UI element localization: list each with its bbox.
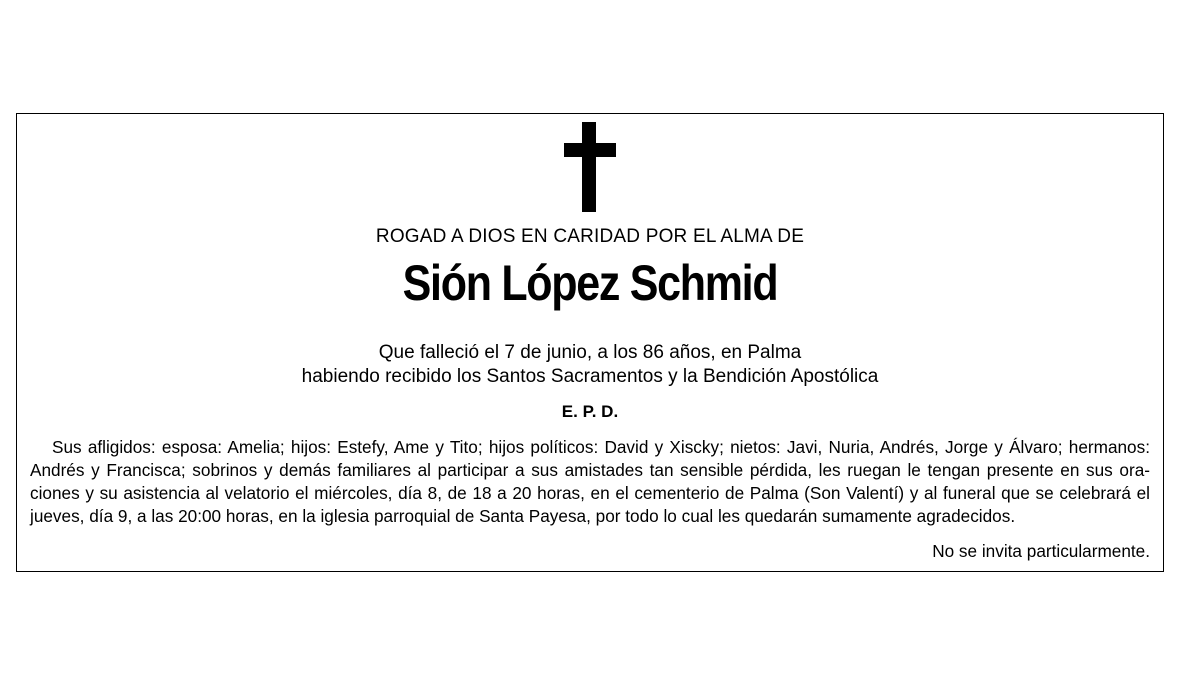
announcement-line: Sus afligidos: esposa: Amelia; hijos: Estefy, Ame y Tito; hijos políticos: David y Xiscky; nietos: Javi, Nuria, Andrés, Jorge y Álvaro; hermanos: — [52, 437, 1150, 457]
announcement-line: jueves, día 9, a las 20:00 horas, en la iglesia parroquial de Santa Payesa, por todo lo cual les quedarán sumamente agradecidos. — [30, 506, 1016, 526]
death-details-line-1: Que falleció el 7 de junio, a los 86 años, en Palma — [378, 342, 802, 363]
invocation-text: ROGAD A DIOS EN CARIDAD POR EL ALMA DE — [375, 226, 805, 247]
deceased-name: Sión López Schmid — [402, 255, 778, 311]
cross-icon — [564, 122, 616, 212]
epd-abbreviation: E. P. D. — [561, 402, 619, 421]
cross-vertical-bar — [582, 122, 596, 212]
family-announcement — [30, 436, 1150, 528]
announcement-line: ciones y su asistencia al velatorio el miércoles, día 8, de 18 a 20 horas, en el cementerio de Palma (Son Valentí) y al funeral que se celebrará el — [30, 483, 1150, 503]
closing-note: No se invita particularmente. — [932, 541, 1150, 561]
death-details-line-2: habiendo recibido los Santos Sacramentos y la Bendición Apostólica — [301, 366, 879, 387]
cross-horizontal-bar — [564, 143, 616, 157]
obituary-notice — [16, 113, 1164, 572]
announcement-line: Andrés y Francisca; sobrinos y demás familiares al participar a sus amistades tan sensible pérdida, les ruegan le tengan presente en sus ora- — [30, 460, 1150, 480]
